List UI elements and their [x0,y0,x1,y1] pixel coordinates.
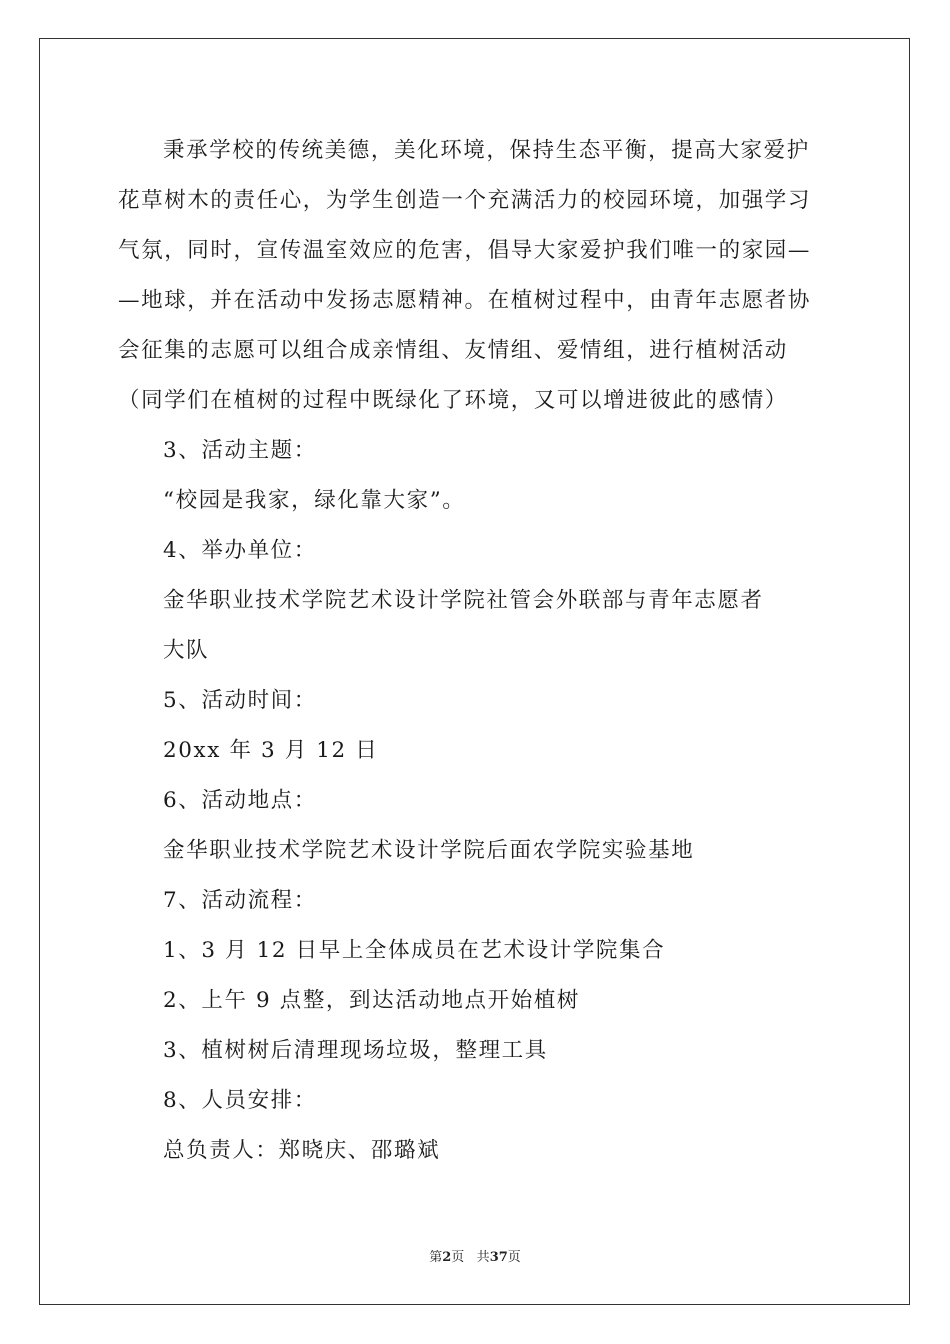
list-item: 1、3 月 12 日早上全体成员在艺术设计学院集合 [163,938,666,963]
paragraph-line: 气氛，同时，宣传温室效应的危害，倡导大家爱护我们唯一的家园— [118,238,812,263]
paragraph-line: 20xx 年 3 月 12 日 [163,738,379,763]
list-item: 2、上午 9 点整，到达活动地点开始植树 [163,988,581,1013]
paragraph-line: 会征集的志愿可以组合成亲情组、友情组、爱情组，进行植树活动 [118,338,788,363]
paragraph-line: 大队 [163,638,210,663]
section-heading: 6、活动地点： [163,788,317,813]
page-prefix: 第 [429,1250,443,1265]
paragraph-line: 秉承学校的传统美德，美化环境，保持生态平衡，提高大家爱护 [163,138,810,163]
section-heading: 8、人员安排： [163,1088,317,1113]
paragraph-line: “校园是我家，绿化靠大家”。 [163,488,466,513]
paragraph-line: 金华职业技术学院艺术设计学院后面农学院实验基地 [163,838,695,863]
page-footer [0,1246,950,1265]
list-item: 3、植树树后清理现场垃圾，整理工具 [163,1038,548,1063]
paragraph-line: —地球，并在活动中发扬志愿精神。在植树过程中，由青年志愿者协 [118,288,812,313]
page-number: 2 [442,1250,452,1265]
total-pages: 37 [489,1250,508,1265]
paragraph-line: （同学们在植树的过程中既绿化了环境，又可以增进彼此的感情） [118,388,788,413]
section-heading: 7、活动流程： [163,888,317,913]
total-prefix: 共 [476,1250,490,1265]
page-suffix: 页 [451,1250,465,1265]
paragraph-line: 总负责人：郑晓庆、邵璐斌 [163,1138,441,1163]
section-heading: 3、活动主题： [163,438,317,463]
section-heading: 5、活动时间： [163,688,317,713]
total-suffix: 页 [507,1250,521,1265]
paragraph-line: 金华职业技术学院艺术设计学院社管会外联部与青年志愿者 [163,588,764,613]
paragraph-line: 花草树木的责任心，为学生创造一个充满活力的校园环境，加强学习 [118,188,812,213]
section-heading: 4、举办单位： [163,538,317,563]
document-body [118,126,838,1176]
